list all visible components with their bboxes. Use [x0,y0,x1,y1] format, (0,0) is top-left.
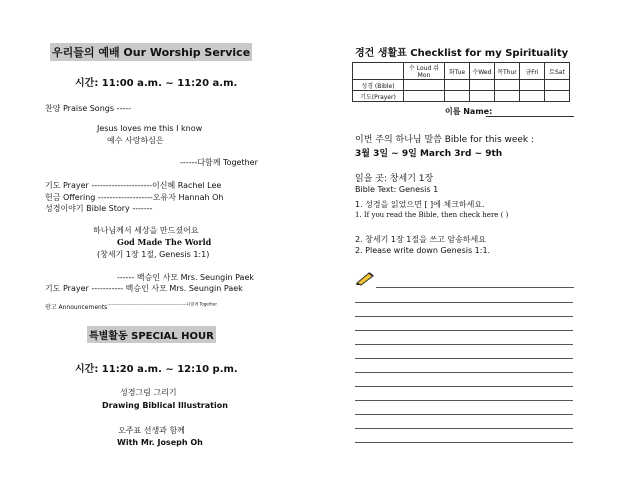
writing-line[interactable] [355,302,573,303]
writing-line[interactable] [355,386,573,387]
praise-label: 찬양 Praise Songs ----- [45,104,131,113]
story-speaker: ------ 백승인 사모 Mrs. Seungin Paek [117,273,255,282]
worship-title: 우리들의 예배 Our Worship Service [50,43,252,61]
checklist-day-header: 금Fri [520,63,545,80]
writing-line[interactable] [355,358,573,359]
story-reference: (창세기 1장 1절, Genesis 1:1) [97,250,210,259]
checklist-row-label: 성경 (Bible) [353,80,404,91]
checklist-cell[interactable] [445,80,470,91]
checklist-day-header: 수 Loud 쉬Mon [404,63,445,80]
checklist-cell[interactable] [404,80,445,91]
checklist-title: 경건 생활표 Checklist for my Spirituality [355,48,569,59]
checklist-cell[interactable] [545,91,570,102]
name-field-line[interactable] [486,116,574,117]
checklist-cell[interactable] [470,80,495,91]
writing-line[interactable] [376,287,574,288]
reading-en: Bible Text: Genesis 1 [355,185,439,194]
checklist-cell[interactable] [495,80,520,91]
checklist-cell[interactable] [404,91,445,102]
checklist-table [352,62,570,102]
checklist-day-header: 토Sat [545,63,570,80]
instruction-1-ko: 1. 성경을 읽었으면 [ ]에 체크하세요. [355,200,485,209]
bible-week-label: 이번 주의 하나님 말씀 Bible for this week : [355,135,535,145]
bible-week-dates: 3월 3일 ~ 9일 March 3rd ~ 9th [355,149,503,159]
checklist-cell[interactable] [470,91,495,102]
checklist-row-bible [353,80,570,91]
offering-line: 헌금 Offering -------------------오유자 Hannah Oh [45,193,224,202]
song-title-en: Jesus loves me this I know [97,124,203,133]
checklist-day-header: 수Wed [470,63,495,80]
writing-line[interactable] [355,414,573,415]
writing-line[interactable] [355,372,573,373]
worship-time: 시간: 11:00 a.m. ~ 11:20 a.m. [75,78,238,89]
story-title-en: God Made The World [117,237,212,247]
reading-ko: 읽을 곳: 창세기 1장 [355,174,434,184]
announcements-dashes: -------------------------------------------------------다함께 Together [107,301,217,307]
announcements-label: 광고 Announcements [45,304,108,311]
checklist-cell[interactable] [445,91,470,102]
pencil-icon [355,270,375,286]
story-title-ko: 하나님께서 세상을 만드셨어요 [93,226,199,235]
writing-line[interactable] [355,442,573,443]
instruction-2-ko: 2. 창세기 1장 1절을 쓰고 암송하세요 [355,235,486,244]
activity-en: Drawing Biblical Illustration [102,401,228,410]
checklist-row-prayer [353,91,570,102]
name-label: 이름 Name: [445,107,493,116]
checklist-corner-cell [353,63,404,80]
writing-line[interactable] [355,316,573,317]
writing-line[interactable] [355,344,573,345]
checklist-day-header: 화Tue [445,63,470,80]
checklist-cell[interactable] [545,80,570,91]
announcements-line [45,294,217,313]
instruction-2-en: 2. Please write down Genesis 1:1. [355,246,491,255]
checklist-cell[interactable] [520,91,545,102]
bible-story-line: 성경이야기 Bible Story ------- [45,204,153,213]
closing-prayer-line: 기도 Prayer ----------- 백승인 사모 Mrs. Seungin Paek [45,284,243,293]
writing-line[interactable] [355,330,573,331]
song-title-ko: 예수 사랑하심은 [107,136,164,145]
activity-ko: 성경그림 그리기 [120,388,177,397]
checklist-day-header: 목Thur [495,63,520,80]
checklist-cell[interactable] [495,91,520,102]
teacher-en: With Mr. Joseph Oh [117,438,203,447]
together-line: ------다함께 Together [180,158,258,167]
writing-line[interactable] [355,428,573,429]
prayer-line: 기도 Prayer ---------------------이신혜 Rachel Lee [45,181,222,190]
checklist-row-label: 기도(Prayer) [353,91,404,102]
teacher-ko: 오주표 선생과 함께 [118,426,185,435]
special-hour-title: 특별활동 SPECIAL HOUR [87,326,216,343]
checklist-cell[interactable] [520,80,545,91]
special-hour-time: 시간: 11:20 a.m. ~ 12:10 p.m. [75,364,238,375]
writing-line[interactable] [355,400,573,401]
instruction-1-en: 1. If you read the Bible, then check here ( ) [355,211,509,219]
checklist-header-row [353,63,570,80]
